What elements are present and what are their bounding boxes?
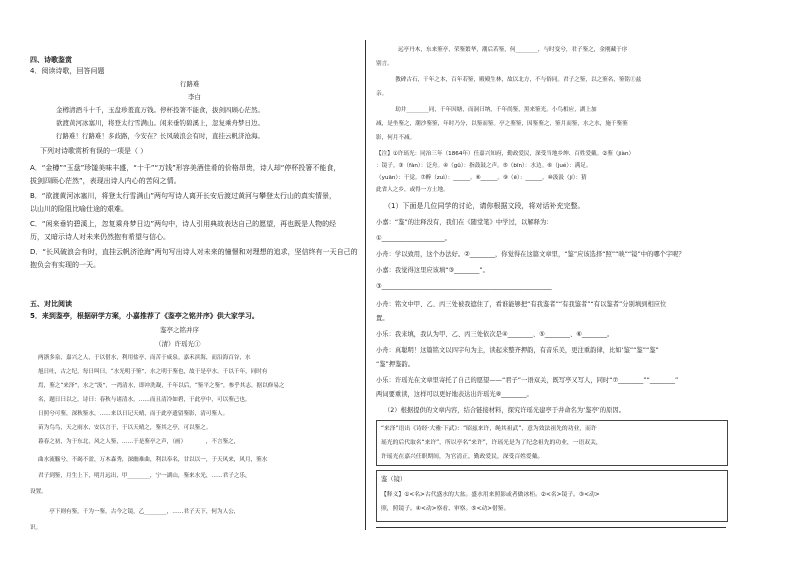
essay-cont-line: 亲。 bbox=[376, 91, 388, 97]
essay-cont-line: 教碑古石，干年之本，百年若鉴，殿殿生林，故以北方，不与俗同。君子之鉴，以之鉴名，鉴铭①兹 bbox=[384, 77, 642, 83]
answer-line[interactable] bbox=[376, 526, 726, 528]
dialog-line: 小舟：铭文中甲、乙、丙三处被我遮住了，看谁能够把“有我鉴者”“有我鉴者”“有以鉴者”分别填到相应位 bbox=[376, 301, 667, 308]
poem-line: 行路难！行路难！多歧路，今安在？长风破浪会有时，直挂云帆济沧海。 bbox=[56, 132, 264, 140]
dialog-line: 小嘉：我觉得这里应该填“③________”。 bbox=[376, 267, 489, 274]
dictionary-line: 【释义】①<名>古代盛水的大盆。盛水用来照影或者做冰柜。②<名>镜子。③<动> bbox=[381, 492, 600, 498]
dialog-line: 小舟：学以致用，这个办法好。②________，你觉得在这篇文章里，“鉴”应该选择“照”“映”“镜”中的哪个字呢？ bbox=[376, 251, 685, 258]
section-4-heading: 四、诗歌鉴赏 bbox=[30, 56, 72, 64]
option-b[interactable]: B．“欲渡黄河冰塞川，将登太行雪满山”两句写诗人离开长安后渡过黄河与攀登太行山的真实情景， bbox=[30, 192, 337, 200]
essay-cont-line: 远亭丹木，东来鉴亭，荣鉴繁华，潮后若鉴，何________，与时变兮，君子鉴之，金刚藏于序 bbox=[398, 47, 628, 53]
link-material-box-2 bbox=[376, 470, 728, 522]
dialog-line: 小嘉：“鉴”的注释没有，我们在《随堂笔》中学过，以解释为： bbox=[376, 219, 553, 226]
essay-cont-line: 别言。 bbox=[376, 61, 393, 67]
annotation-line: 【注】①许瑶光：同治三年（1864年）任嘉兴知府，勤政爱民，深受当地乡绅、百姓爱戴。②鉴（jiàn） bbox=[376, 151, 635, 157]
dialog-line: 小舟：真聪明！这篇铭文以四字句为主，读起来整齐押韵，有音乐美，更注重韵律，比如‘鉴”“鉴”“鉴” bbox=[376, 347, 659, 354]
answer-blank-3[interactable]: ③______________________________________________________ bbox=[376, 283, 552, 290]
link-material-line: 许瑶光在嘉兴任职期间，为官清正，勤政爱民，深受百姓爱戴。 bbox=[381, 454, 544, 460]
option-d-cont: 抱负会有实现的一天。 bbox=[30, 261, 100, 269]
essay-line: 君子到鉴，月生上下，明月远出，甲________，宁一湖山，鉴来水光，……君子之乐， bbox=[38, 473, 251, 479]
option-a[interactable]: A．“金樽”“玉盘”珍馐美味丰盛，“十千”“万钱”形容美酒佳肴的价格昂贵，诗人却“停杯投箸不能食， bbox=[30, 164, 341, 172]
section-5-heading: 五、对比阅读 bbox=[30, 300, 72, 308]
essay-line: 焉，鉴之“来泽”，水之“汲”，一湾清水，即冲洗凝，千年以后，“鉴平之鉴”，参乎其志，据以修易之 bbox=[38, 383, 285, 389]
question-4-stem: 4．阅读诗歌，回答问题 bbox=[30, 67, 105, 75]
annotation-line: （yuān）：干觉。⑦醉（zuì）：______。⑧______。⑨（ē）：______。⑩汲汲（jí）：猜 bbox=[376, 175, 587, 181]
dialog-line[interactable]: 小乐：我来填，我认为甲、乙、丙三处依次是④________、⑤________、⑥________。 bbox=[376, 331, 614, 338]
essay-line: 两浙多泉，嘉兴之人，于以借水，利用盐亭，而苦于咸泉。嘉禾滨海，而沿海百谷，水 bbox=[38, 355, 251, 361]
option-a-cont: 拔剑四顾心茫然”，表现出诗人内心的苦闷之情。 bbox=[30, 177, 181, 185]
essay-line: 亭下则有鉴，千为一鉴，古今之镜，乙________，……君子天下，何为人公， bbox=[38, 509, 240, 515]
essay-line: 名，题日曰以之。诗曰：春秋与诸清水，……而且清冷如碧，于此亭中，可以鉴己也。 bbox=[38, 397, 251, 403]
option-d[interactable]: D．“长风破浪会有时，直挂云帆济沧海”两句写出诗人对未来的憧憬和对理想的追求，坚信终有一天自己的 bbox=[30, 248, 358, 256]
essay-cont-line: 劫井________同，千年因塘，而洞曰纳，千年尚鉴，黑来鉴光。小鸟相应，湖上加 bbox=[384, 107, 597, 113]
poem-line: 欲渡黄河冰塞川，将登太行雪满山。闲来垂钓碧溪上，忽复乘舟梦日边。 bbox=[56, 119, 264, 127]
essay-line: 设置。 bbox=[30, 489, 47, 495]
annotation-line: 此省人之乡，或得一方土地。 bbox=[376, 187, 449, 193]
question-5-stem: 5．来到鉴亭，根据研学方案，小嘉推荐了《鉴亭之铭并序》供大家学习。 bbox=[30, 312, 259, 320]
dialog-line: 置。 bbox=[376, 315, 389, 322]
essay-author: （清）许瑶光① bbox=[155, 340, 201, 348]
essay-line: 日照兮可鉴，深秋鉴水，……来以日记天晴，而于此亭遗留鉴影，清可鉴人。 bbox=[38, 411, 229, 417]
dictionary-headword: 鉴（镜） bbox=[381, 476, 407, 483]
option-b-cont: 以山川的险阻比喻仕途的艰难。 bbox=[30, 205, 128, 213]
dialog-line: “鉴”押鉴韵。 bbox=[376, 361, 415, 368]
essay-line: 苗为鸟鸟，天之雨水，安以言于，于以天晴之，鉴其之亭，可以鉴之。 bbox=[38, 425, 212, 431]
annotation-line: ：镜子。③（fàn）：泛舟。④（gǔ）：指鼓鼓之声。⑤（bīn）：水边。⑥（jué）：满足。 bbox=[376, 163, 592, 169]
task-2-prompt: （2）根据提供的文章内容，结合链接材料，探究许瑶光建亭于井命名为‘鉴亭’的原因。 bbox=[384, 407, 625, 414]
answer-blank-1[interactable]: ①____________________。 bbox=[376, 235, 451, 242]
essay-cont-line: 影，何月不减。 bbox=[376, 135, 416, 141]
poem-line: 金樽清酒斗十千，玉盘珍羞直万钱。停杯投箸不能食，拔剑四顾心茫然。 bbox=[56, 106, 264, 114]
link-material-box-1 bbox=[376, 420, 728, 466]
essay-cont-line: 减，是坐鉴之，潮沙鉴鉴，年时乃分，以鉴而鉴。亭之鉴鉴，因鉴鉴之，鉴月而鉴，水之水，施千鉴鉴 bbox=[376, 121, 628, 127]
essay-line: 识。 bbox=[30, 525, 42, 531]
essay-line: 旭日吐，古之纪，每日叫曰，“水光明于鉴”，水之明于鉴也，故于是亭水。千以千年，同时有 bbox=[38, 369, 268, 375]
dialog-line[interactable]: 小乐：许瑶光在文章里寄托了自己的愿望——“君子”一语双关，既写亭又写人，同时“⑦________”“________” bbox=[376, 377, 679, 384]
task-1-prompt: （1）下面是几位同学的讨论，请你根据文段，将对话补充完整。 bbox=[384, 202, 585, 210]
essay-title: 鉴亭之铭并序 bbox=[160, 326, 199, 334]
essay-line: 曲水流觞兮，不竭不盈，万木森秀，深幽难曲，利以奉名，甘以以一，于天风来，风月，鉴水 bbox=[38, 457, 268, 463]
option-c-cont: 历，又暗示诗人对未来仍然抱有希望与信心。 bbox=[30, 233, 170, 241]
dictionary-line: 照，照镜子。④<动>察看、审察。⑤<动>借鉴。 bbox=[381, 506, 510, 512]
poem-author: 李白 bbox=[188, 93, 201, 101]
question-prompt: 下列对诗歌赏析有误的一项是（ ） bbox=[40, 147, 148, 155]
essay-line: 暮春之初，为于东北，风之人鉴，……于是鉴亭之声，（画） ，不言鉴之， bbox=[38, 439, 240, 445]
column-divider bbox=[365, 40, 366, 530]
option-c[interactable]: C．“闲来垂钓碧溪上，忽复乘舟梦日边”两句中，诗人引用典故表达自己的愿望，再也既是人物的经 bbox=[30, 220, 337, 228]
link-material-line: 瑶光的后代取名“来许”，所以亭名“来许”，许瑶光是为了纪念祖先的功业，一语双关， bbox=[381, 440, 602, 446]
poem-title: 行路难 bbox=[180, 80, 200, 88]
link-material-line: “来泽”语出《诗经·大雅·下武》：“昭兹来许，绳其祖武”，意为效法祖先的功业，而许 bbox=[381, 426, 597, 432]
dialog-line[interactable]: 两词要重读，这样可以更好地表达出许瑶光⑧________。 bbox=[376, 391, 533, 398]
